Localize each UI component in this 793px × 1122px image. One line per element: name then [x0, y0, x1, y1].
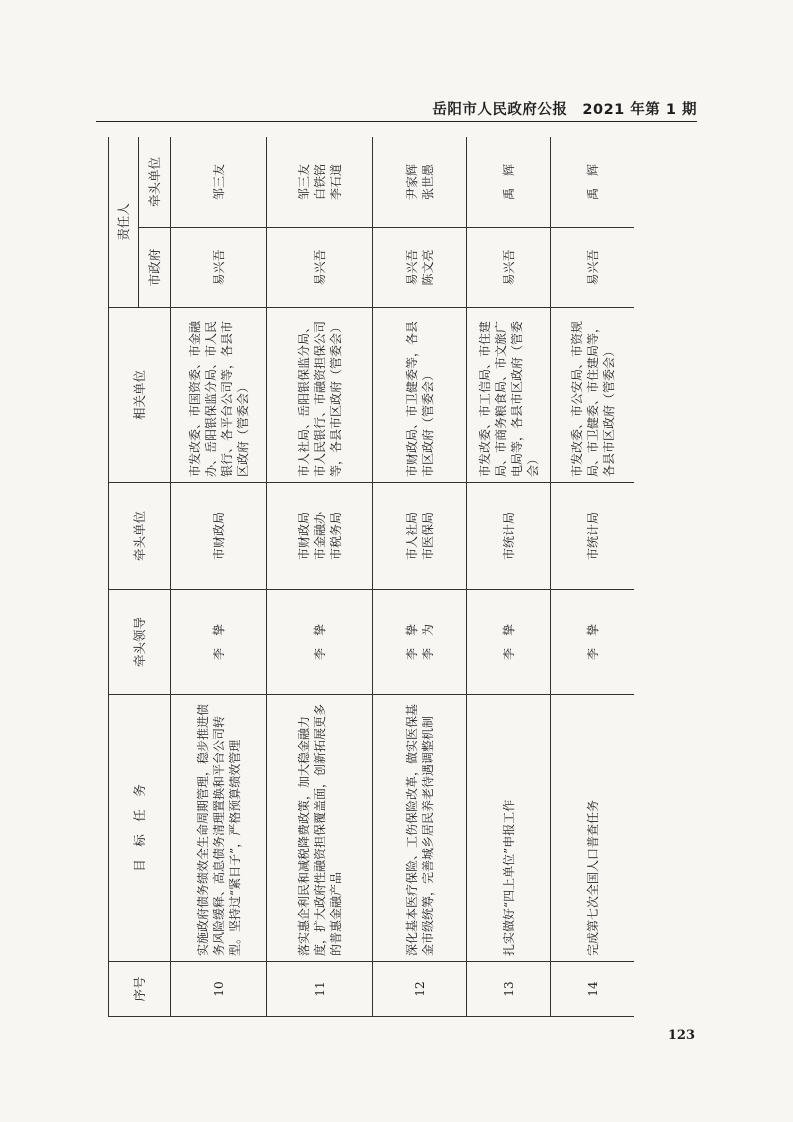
row-lead-unit: 市统计局	[551, 483, 635, 590]
row-task: 实施政府债务绩效全生命周期管理，稳步推进债务风险缓释、高息债务清理置换和平台公司转型。坚持过“紧日子”，严格预算绩效管理	[171, 695, 267, 962]
row-responsible-gov: 易兴吾	[267, 228, 373, 308]
row-task: 深化基本医疗保险、工伤保险改革，做实医保基金市级统筹，完善城乡居民养老待遇调整机制	[373, 695, 467, 962]
row-seq: 13	[467, 962, 551, 1017]
row-responsible-gov: 易兴吾	[551, 228, 635, 308]
row-responsible-gov: 易兴吾	[467, 228, 551, 308]
table-row	[171, 137, 267, 1017]
row-task: 落实惠企利民和减税降费政策，加大稳金融力度，扩大政府性融资担保覆盖面，创新拓展更多的普惠金融产品	[267, 695, 373, 962]
row-leader: 李 挚 李 为	[373, 590, 467, 695]
header-task: 目 标 任 务	[109, 695, 171, 962]
row-lead-unit: 市财政局 市金融办 市税务局	[267, 483, 373, 590]
header-responsible-gov: 市政府	[139, 228, 171, 308]
header-responsible-unit: 牵头单位	[139, 137, 171, 228]
page-number: 123	[667, 1028, 695, 1043]
row-related-units: 市财政局、市卫健委等，各县市区政府（管委会）	[373, 308, 467, 483]
row-leader: 李 挚	[267, 590, 373, 695]
header-responsible: 责任人	[109, 137, 139, 308]
row-leader: 李 挚	[171, 590, 267, 695]
header-rule	[96, 121, 697, 122]
row-lead-unit: 市统计局	[467, 483, 551, 590]
task-table-container	[108, 137, 634, 1017]
row-leader: 李 挚	[467, 590, 551, 695]
row-lead-unit: 市财政局	[171, 483, 267, 590]
row-responsible-gov: 易兴吾	[171, 228, 267, 308]
row-responsible-unit: 禹 辉	[551, 137, 635, 228]
row-related-units: 市发改委、市国资委、市金融办、岳阳银保监分局、市人民银行、各平台公司等，各县市区政府（管委会）	[171, 308, 267, 483]
row-seq: 11	[267, 962, 373, 1017]
table-row	[467, 137, 551, 1017]
row-responsible-unit: 邹三友 白铁铭 李石道	[267, 137, 373, 228]
row-responsible-gov: 易兴吾 陈文亮	[373, 228, 467, 308]
header-related-units: 相关单位	[109, 308, 171, 483]
header-leader: 牵头领导	[109, 590, 171, 695]
row-responsible-unit: 邹三友	[171, 137, 267, 228]
row-task: 扎实做好“四上单位”申报工作	[467, 695, 551, 962]
row-related-units: 市发改委、市工信局、市住建局、市商务粮食局、市文旅广电局等，各县市区政府（管委会）	[467, 308, 551, 483]
row-task: 完成第七次全国人口普查任务	[551, 695, 635, 962]
table-row	[373, 137, 467, 1017]
row-seq: 12	[373, 962, 467, 1017]
row-seq: 14	[551, 962, 635, 1017]
row-leader: 李 挚	[551, 590, 635, 695]
header-seq: 序号	[109, 962, 171, 1017]
table-row	[551, 137, 635, 1017]
task-table	[108, 137, 634, 1017]
bulletin-header: 岳阳市人民政府公报 2021 年第 1 期	[432, 102, 697, 118]
row-responsible-unit: 禹 辉	[467, 137, 551, 228]
row-responsible-unit: 尹家辉 张世愚	[373, 137, 467, 228]
row-lead-unit: 市人社局 市医保局	[373, 483, 467, 590]
row-seq: 10	[171, 962, 267, 1017]
table-row	[267, 137, 373, 1017]
row-related-units: 市人社局、岳阳银保监分局、市人民银行、市融资担保公司等，各县市区政府（管委会）	[267, 308, 373, 483]
header-lead-unit: 牵头单位	[109, 483, 171, 590]
row-related-units: 市发改委、市公安局、市资规局、市卫健委、市住建局等，各县市区政府（管委会）	[551, 308, 635, 483]
